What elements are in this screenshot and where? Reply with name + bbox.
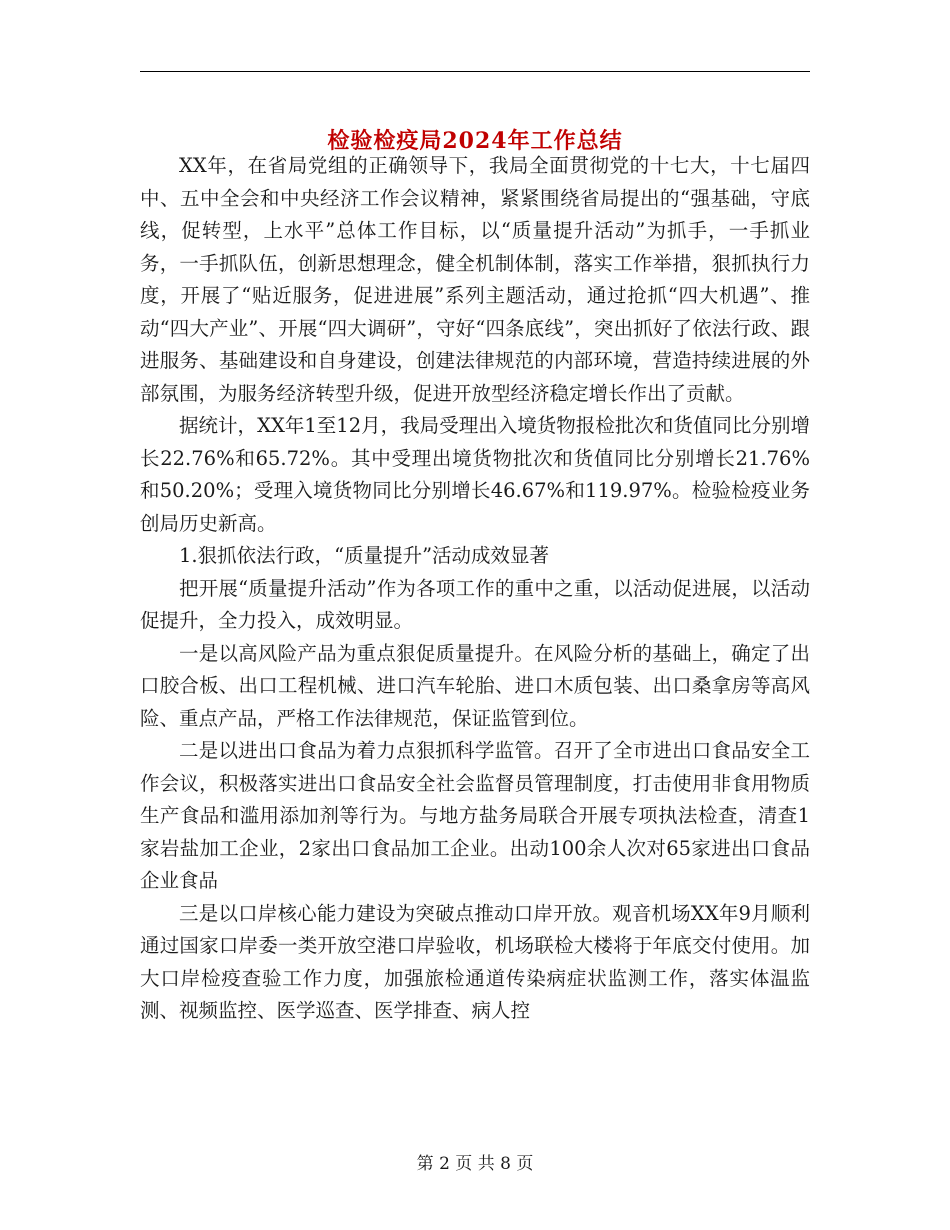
paragraph-high-risk-products: 一是以高风险产品为重点狠促质量提升。在风险分析的基础上，确定了出口胶合板、出口工程机械、进口汽车轮胎、进口木质包装、出口桑拿房等高风险、重点产品，严格工作法律规范，保证监管到位。 xyxy=(140,641,810,730)
header-rule xyxy=(140,71,810,72)
page-number-footer: 第 2 页 共 8 页 xyxy=(416,1154,534,1174)
paragraph-summary: XX年，在省局党组的正确领导下，我局全面贯彻党的十七大，十七届四中、五中全会和中央经济工作会议精神，紧紧围绕省局提出的“强基础，守底线，促转型，上水平”总体工作目标，以“质量提升活动”为抓手，一手抓业务，一手抓队伍，创新思想理念，健全机制体制，落实工作举措，狠抓执行力度，开展了“贴近服务，促进进展”系列主题活动，通过抢抓“四大机遇”、推动“四大产业”、开展“四大调研”，守好“四条底线”，突出抓好了依法行政、跟进服务、基础建设和自身建设，创建法律规范的内部环境，营造持续进展的外部氛围，为服务经济转型升级，促进开放型经济稳定增长作出了贡献。 xyxy=(140,154,810,405)
paragraph-statistics: 据统计，XX年1至12月，我局受理出入境货物报检批次和货值同比分别增长22.76%和65.72%。其中受理出境货物批次和货值同比分别增长21.76%和50.20%；受理入境货物同比分别增长46.67%和119.97%。检验检疫业务创局历史新高。 xyxy=(140,414,810,535)
paragraph-port-opening: 三是以口岸核心能力建设为突破点推动口岸开放。观音机场XX年9月顺利通过国家口岸委一类开放空港口岸验收，机场联检大楼将于年底交付使用。加大口岸检疫查验工作力度，加强旅检通道传染病症状监测工作，落实体温监测、视频监控、医学巡查、医学排查、病人控 xyxy=(140,901,810,1022)
paragraph-quality-activity: 把开展“质量提升活动”作为各项工作的重中之重，以活动促进展，以活动促提升，全力投入，成效明显。 xyxy=(140,576,810,632)
paragraph-food-supervision: 二是以进出口食品为着力点狠抓科学监管。召开了全市进出口食品安全工作会议，积极落实进出口食品安全社会监督员管理制度，打击使用非食用物质生产食品和滥用添加剂等行为。与地方盐务局联合开展专项执法检查，清查1家岩盐加工企业，2家出口食品加工企业。出动100余人次对65家进出口食品企业食品 xyxy=(140,739,810,892)
section-heading-1: 1.狠抓依法行政，“质量提升”活动成效显著 xyxy=(179,544,550,567)
document-title: 检验检疫局2024年工作总结 xyxy=(327,127,623,154)
document-body xyxy=(140,150,810,1028)
